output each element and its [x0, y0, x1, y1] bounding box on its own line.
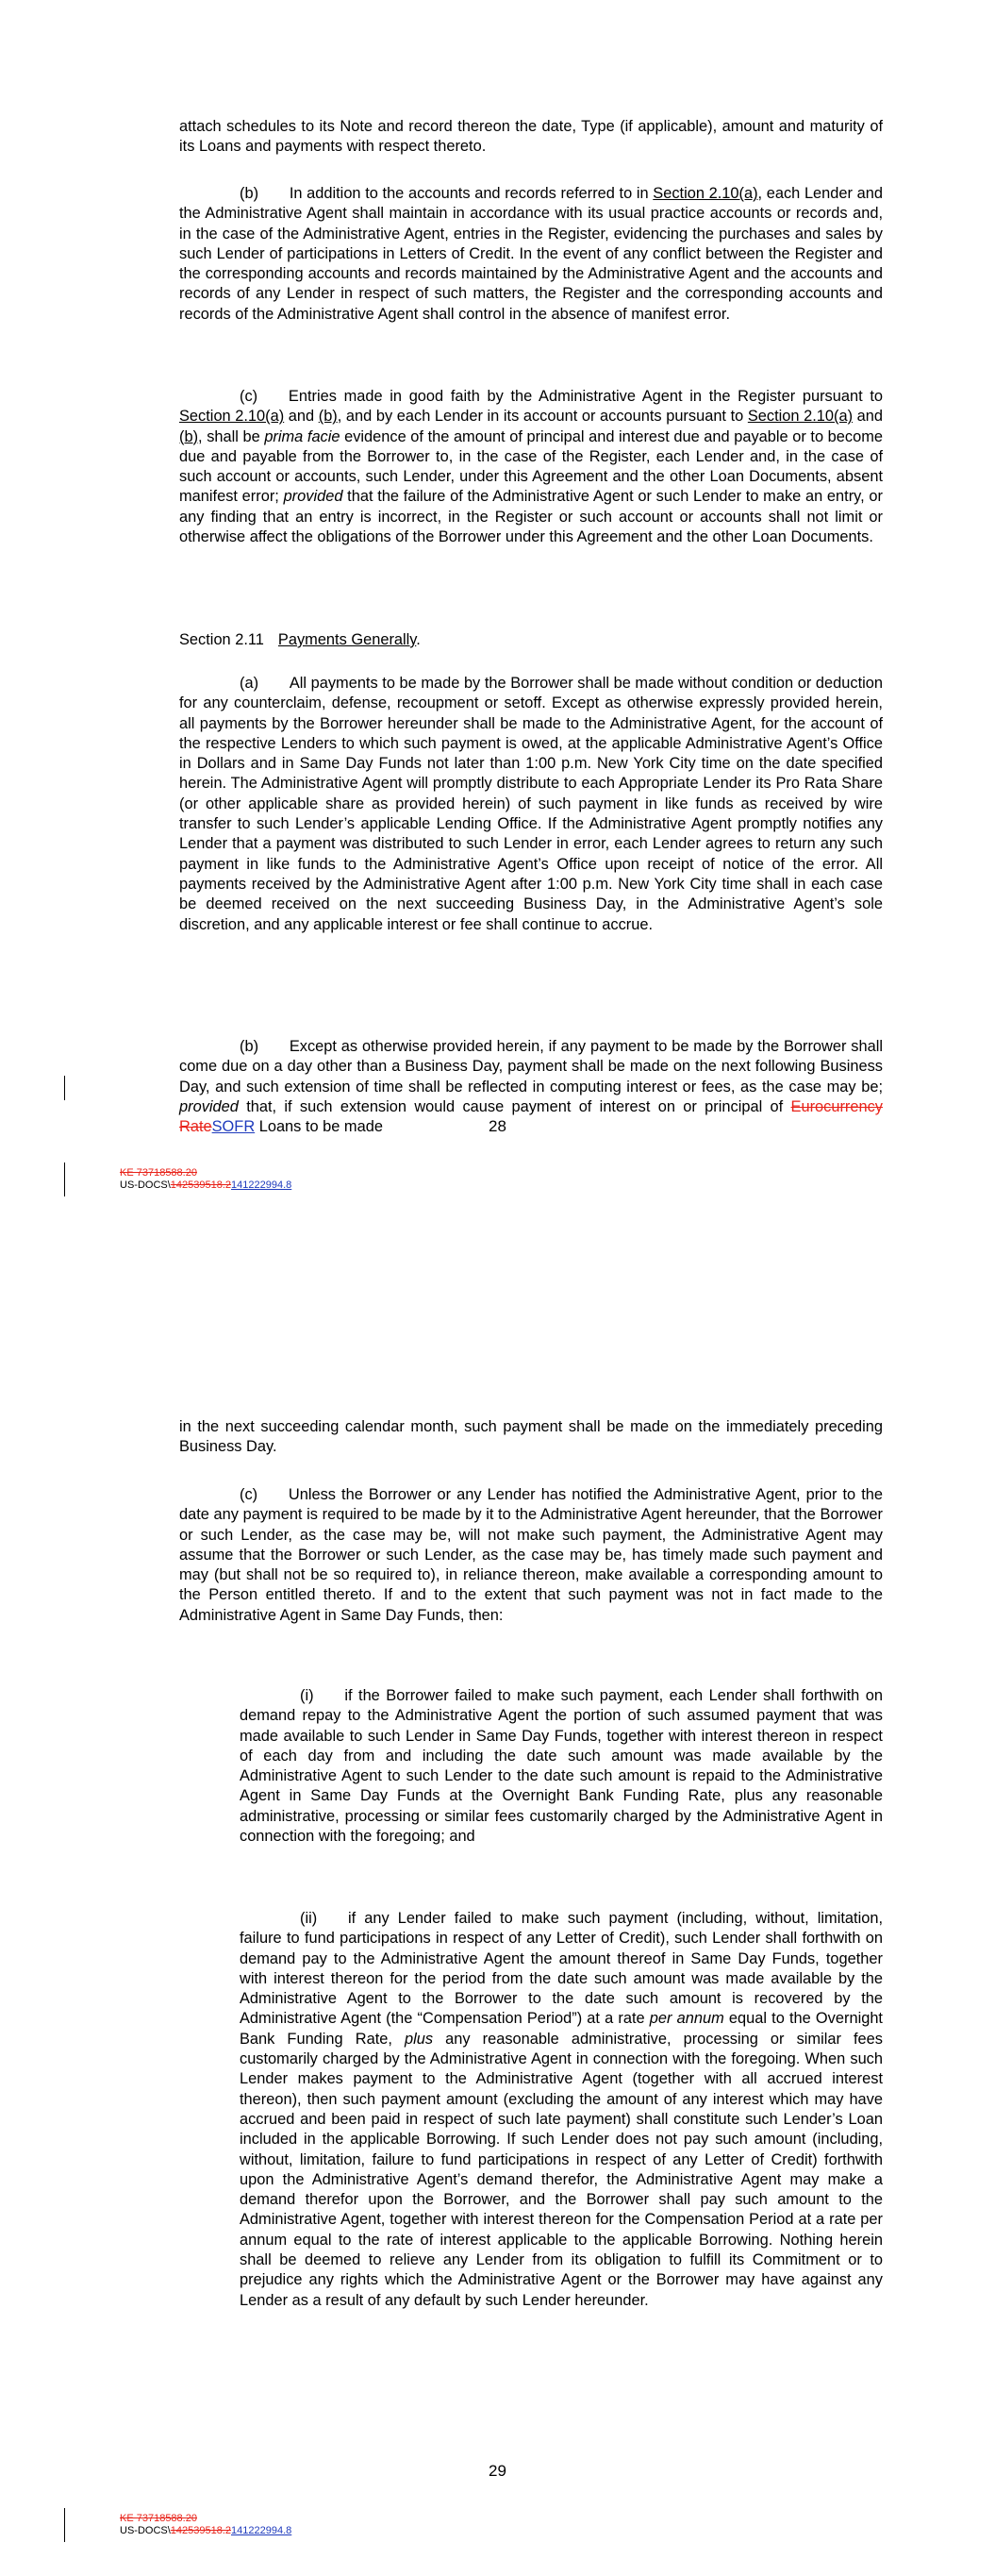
text: , each Lender and the Administrative Agent shall maintain in accordance with its usual practice accounts or records and, in the case of the Administrative Agent, entries in the Register, evidencing the purchases and sales by such Lender of participations in Letters of Credit. In the event of any conflict between the Register and the corresponding accounts and records maintained by the Administrative Agent and the accounts and records of any Lender in respect of such matters, the Register and the corresponding accounts and records of the Administrative Agent shall control in the absence of manifest error.: [179, 185, 883, 323]
text: , and by each Lender in its account or accounts pursuant to: [337, 408, 748, 426]
deleted-doc-id: KE 73718588.20: [120, 2513, 197, 2524]
paragraph-2-11-c-i: (i) if the Borrower failed to make such payment, each Lender shall forthwith on demand repay to the Administrative Agent the portion of such assumed payment that was made available to such Lender in Same Day Funds, together with interest thereon in respect of each day from and including the date such amount was made available by the Administrative Agent to such Lender to the date such amount is repaid to the Administrative Agent in Same Day Funds at the Overnight Bank Funding Rate, plus any reasonable administrative, processing or similar fees customarily charged by the Administrative Agent in connection with the foregoing; and: [240, 1687, 883, 1846]
section-title: Payments Generally: [277, 631, 417, 648]
inserted-text: SOFR: [211, 1118, 256, 1136]
paragraph-2-11-c-ii: [240, 1909, 883, 2311]
section-reference: (b): [318, 408, 338, 426]
italic-term: plus: [405, 2030, 434, 2048]
italic-term: per annum: [649, 2010, 724, 2028]
italic-term: prima facie: [264, 427, 340, 445]
section-heading: [179, 630, 883, 650]
inserted-doc-id: 141222994.8: [231, 2525, 292, 2536]
paragraph-continued: in the next succeeding calendar month, such payment shall be made on the immediately preceding Business Day.: [179, 1418, 883, 1456]
text: and: [853, 408, 883, 426]
text: .: [416, 631, 421, 648]
change-bar: [64, 2508, 65, 2542]
page-number: 29: [489, 2462, 506, 2480]
section-number: Section 2.11: [179, 631, 264, 648]
text: that the failure of the Administrative Agent or such Lender to make an entry, or any finding that an entry is incorrect, in the Register or such account or accounts shall not limit or otherwise affect the obligations of the Borrower under this Agreement and the other Loan Documents.: [179, 488, 884, 546]
change-bar: [64, 1076, 65, 1100]
text: (c) Entries made in good faith by the Administrative Agent in the Register pursuant to: [240, 388, 883, 405]
doc-id-prefix: US-DOCS\: [120, 2525, 171, 2536]
paragraph-continued: attach schedules to its Note and record thereon the date, Type (if applicable), amount and maturity of its Loans and payments with respect thereto.: [179, 118, 883, 156]
paragraph-2-10-b: [179, 184, 883, 325]
inserted-doc-id: 141222994.8: [231, 1179, 292, 1191]
text: (b) In addition to the accounts and records referred to in: [240, 185, 654, 202]
footer-doc-id: [120, 1167, 291, 1192]
paragraph-2-10-c: [179, 387, 883, 547]
paragraph-2-11-c: (c) Unless the Borrower or any Lender has notified the Administrative Agent, prior to the date any payment is required to be made by it to the Administrative Agent hereunder, that the Borrower or such Lender, as the case may be, will not make such payment, the Administrative Agent may assume that the Borrower or such Lender, as the case may be, has timely made such payment and may (but shall not be so required to), in reliance thereon, make available a corresponding amount to the Person entitled thereto. If and to the extent that such payment was not in fact made to the Administrative Agent in Same Day Funds, then:: [179, 1486, 883, 1624]
page-number: 28: [489, 1117, 506, 1135]
doc-id-prefix: US-DOCS\: [120, 1179, 171, 1191]
deleted-doc-id: KE 73718588.20: [120, 1167, 197, 1179]
section-reference: Section 2.10(a): [653, 185, 758, 202]
text: that, if such extension would cause payment of interest on or principal of: [238, 1097, 791, 1115]
text: , shall be: [198, 427, 265, 445]
text: and: [284, 408, 319, 426]
text: Loans to be made: [255, 1118, 383, 1136]
text: (ii) if any Lender failed to make such payment (including, without, limitation, failure to fund participations in respect of any Letter of Credit), such Lender shall forthwith on demand pay to the Administrative Agent the amount thereof in Same Day Funds, together with interest thereon for the period from the date such amount was made available by the Administrative Agent to the Borrower to the date such amount is recovered by the Administrative Agent (the “Compensation Period”) at a rate: [240, 1910, 883, 2028]
deleted-doc-id: 142539518.2: [170, 2525, 232, 2536]
paragraph-2-11-a: (a) All payments to be made by the Borrower shall be made without condition or deduction for any counterclaim, defense, recoupment or setoff. Except as otherwise expressly provided herein, all payments by the Borrower hereunder shall be made to the Administrative Agent, for the account of the respective Lenders to which such payment is owed, at the applicable Administrative Agent’s Office in Dollars and in Same Day Funds not later than 1:00 p.m. New York City time on the date specified herein. The Administrative Agent will promptly distribute to each Appropriate Lender its Pro Rata Share (or other applicable share as provided herein) of such payment in like funds as received by wire transfer to such Lender’s applicable Lending Office. If the Administrative Agent promptly notifies any Lender that a payment was distributed to such Lender in error, each Lender agrees to return any such payment in like funds to the Administrative Agent’s Office upon receipt of notice of the error. All payments received by the Administrative Agent after 1:00 p.m. New York City time shall in each case be deemed received on the next succeeding Business Day, in the Administrative Agent’s sole discretion, and any applicable interest or fee shall continue to accrue.: [179, 675, 883, 933]
section-reference: Section 2.10(a): [747, 408, 854, 426]
section-reference: Section 2.10(a): [179, 408, 285, 426]
italic-term: provided: [283, 488, 343, 506]
text: evidence of the amount of principal and interest due and payable or to become due and payable from the Borrower to, in the case of the Register, each Lender and, in the case of such account or accounts, such Lender, under this Agreement and the other Loan Documents, absent manifest error;: [179, 427, 883, 506]
deleted-doc-id: 142539518.2: [170, 1179, 232, 1191]
footer-doc-id: [120, 2513, 291, 2537]
text: (b) Except as otherwise provided herein, if any payment to be made by the Borrower shall come due on a day other than a Business Day, payment shall be made on the next following Business Day, and such extension of time shall be reflected in computing interest or fees, as the case may be;: [179, 1038, 883, 1096]
deleted-text: Eurocurrency Rate: [179, 1097, 883, 1136]
change-bar: [64, 1163, 65, 1196]
text: any reasonable administrative, processing or similar fees customarily charged by the Administrative Agent in connection with the foregoing. When such Lender makes payment to the Administrative Agent (together with all accrued interest thereon), then such payment amount (excluding the amount of any interest which may have accrued and been paid in respect of such late payment) shall constitute such Lender’s Loan included in the applicable Borrowing. If such Lender does not pay such amount (including, without, limitation, failure to fund participations in respect of any Letter of Credit) forthwith upon the Administrative Agent’s demand therefor, the Administrative Agent may make a demand therefor upon the Borrower, and the Borrower shall pay such amount to the Administrative Agent, together with interest thereon for the Compensation Period at a rate per annum equal to the rate of interest applicable to the applicable Borrowing. Nothing herein shall be deemed to relieve any Lender from its obligation to fulfill its Commitment or to prejudice any rights which the Administrative Agent or the Borrower may have against any Lender as a result of any default by such Lender hereunder.: [240, 2030, 883, 2309]
section-reference: (b): [179, 427, 199, 445]
italic-term: provided: [179, 1097, 239, 1115]
text: equal to the Overnight Bank Funding Rate,: [240, 2010, 883, 2048]
